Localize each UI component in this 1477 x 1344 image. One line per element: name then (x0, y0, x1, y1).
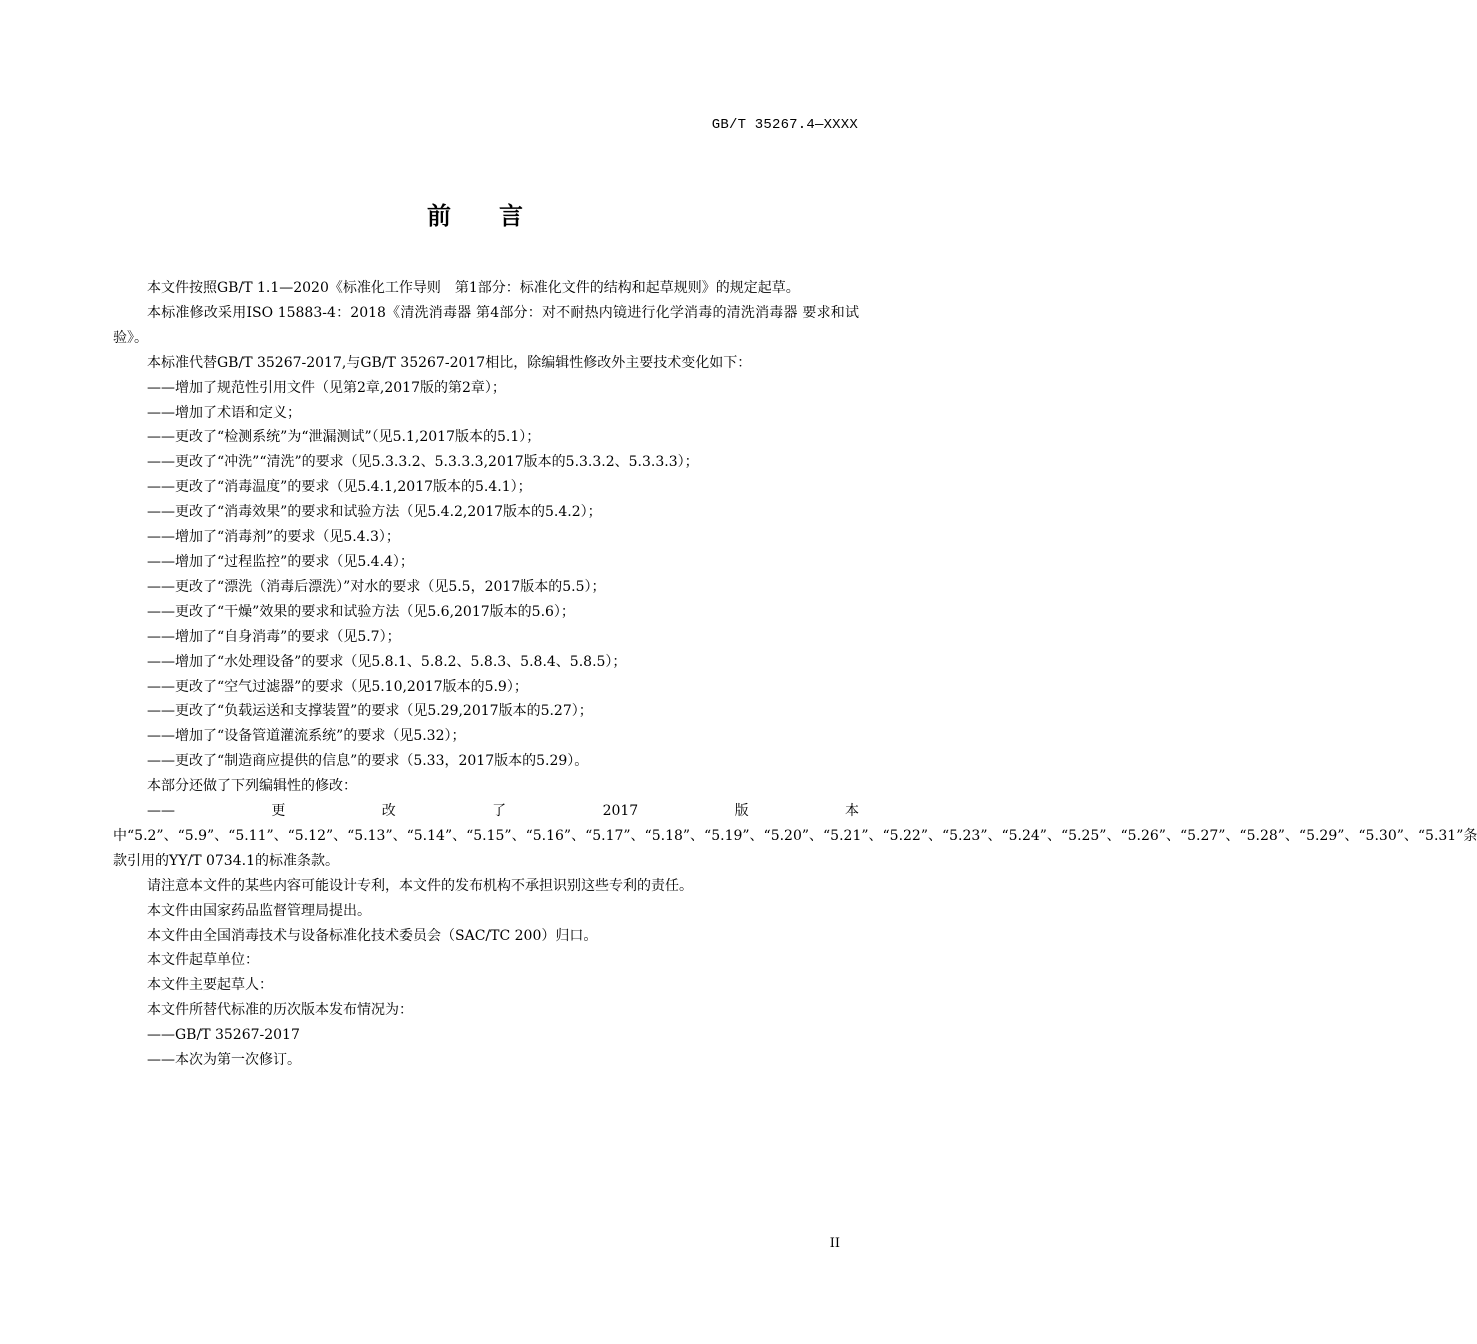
change-item: ——更改了“制造商应提供的信息”的要求（5.33，2017版本的5.29）。 (147, 753, 589, 770)
history-item: ——GB/T 35267-2017 (147, 1027, 300, 1044)
foreword-body (113, 276, 1477, 1073)
paragraph-editorial-intro: 本部分还做了下列编辑性的修改： (147, 778, 357, 795)
change-item: ——更改了“冲洗”“清洗”的要求（见5.3.3.2、5.3.3.3,2017版本的5.3.3.2、5.3.3.3）； (147, 454, 699, 471)
change-item: ——更改了“消毒温度”的要求（见5.4.1,2017版本的5.4.1）； (147, 479, 532, 496)
change-item: ——增加了规范性引用文件（见第2章,2017版的第2章）； (147, 379, 506, 396)
change-item: ——更改了“检测系统”为“泄漏测试”（见5.1,2017版本的5.1）； (147, 429, 541, 446)
change-item: ——更改了“消毒效果”的要求和试验方法（见5.4.2,2017版本的5.4.2）； (147, 504, 602, 521)
paragraph-centralized-by: 本文件由全国消毒技术与设备标准化技术委员会（SAC/TC 200）归口。 (147, 927, 598, 944)
paragraph-proposed-by: 本文件由国家药品监督管理局提出。 (147, 902, 371, 919)
paragraph-drafting-units: 本文件起草单位： (147, 952, 259, 969)
change-item: ——增加了“水处理设备”的要求（见5.8.1、5.8.2、5.8.3、5.8.4、5.8.5）； (147, 653, 627, 670)
history-item: ——本次为第一次修订。 (147, 1052, 301, 1069)
page-number: II (829, 1236, 840, 1251)
title-char-2: 言 (499, 202, 523, 230)
title-char-1: 前 (427, 202, 451, 230)
editorial-change-item: ——更改了2017版本中“5.2”、“5.9”、“5.11”、“5.12”、“5.13”、“5.14”、“5.15”、“5.16”、“5.17”、“5.18”、“5.19”、“5.20”、“5.21”、“5.22”、“5.23”、“5.24”、“5.25”、“5.26”、“5.27”、“5.28”、“5.29”、“5.30”、“5.31”条款引用的YY/T 0734.1的标准条款。 (113, 803, 1477, 869)
paragraph-patent-notice: 请注意本文件的某些内容可能设计专利，本文件的发布机构不承担识别这些专利的责任。 (147, 877, 693, 894)
document-code: GB/T 35267.4—XXXX (711, 117, 858, 133)
change-item: ——增加了“过程监控”的要求（见5.4.4）； (147, 553, 414, 570)
paragraph-drafters: 本文件主要起草人： (147, 977, 273, 994)
change-item: ——更改了“漂洗（消毒后漂洗）”对水的要求（见5.5，2017版本的5.5）； (147, 578, 606, 595)
change-item: ——增加了“自身消毒”的要求（见5.7）； (147, 628, 401, 645)
page-title (0, 196, 950, 231)
paragraph-adoption: 本标准修改采用ISO 15883-4：2018《清洗消毒器 第4部分：对不耐热内镜进行化学消毒的清洗消毒器 要求和试验》。 (113, 304, 859, 346)
change-item: ——更改了“空气过滤器”的要求（见5.10,2017版本的5.9）； (147, 678, 528, 695)
change-item: ——增加了“设备管道灌流系统”的要求（见5.32）； (147, 728, 466, 745)
paragraph-replacement: 本标准代替GB/T 35267-2017,与GB/T 35267-2017相比，除编辑性修改外主要技术变化如下： (147, 354, 752, 371)
change-item: ——更改了“负载运送和支撑装置”的要求（见5.29,2017版本的5.27）； (147, 703, 593, 720)
change-item: ——增加了术语和定义； (147, 404, 301, 421)
paragraph-history-intro: 本文件所替代标准的历次版本发布情况为： (147, 1002, 413, 1019)
change-item: ——更改了“干燥”效果的要求和试验方法（见5.6,2017版本的5.6）； (147, 603, 575, 620)
paragraph-drafting-rules: 本文件按照GB/T 1.1—2020《标准化工作导则 第1部分：标准化文件的结构和起草规则》的规定起草。 (147, 280, 800, 296)
change-item: ——增加了“消毒剂”的要求（见5.4.3）； (147, 529, 400, 546)
